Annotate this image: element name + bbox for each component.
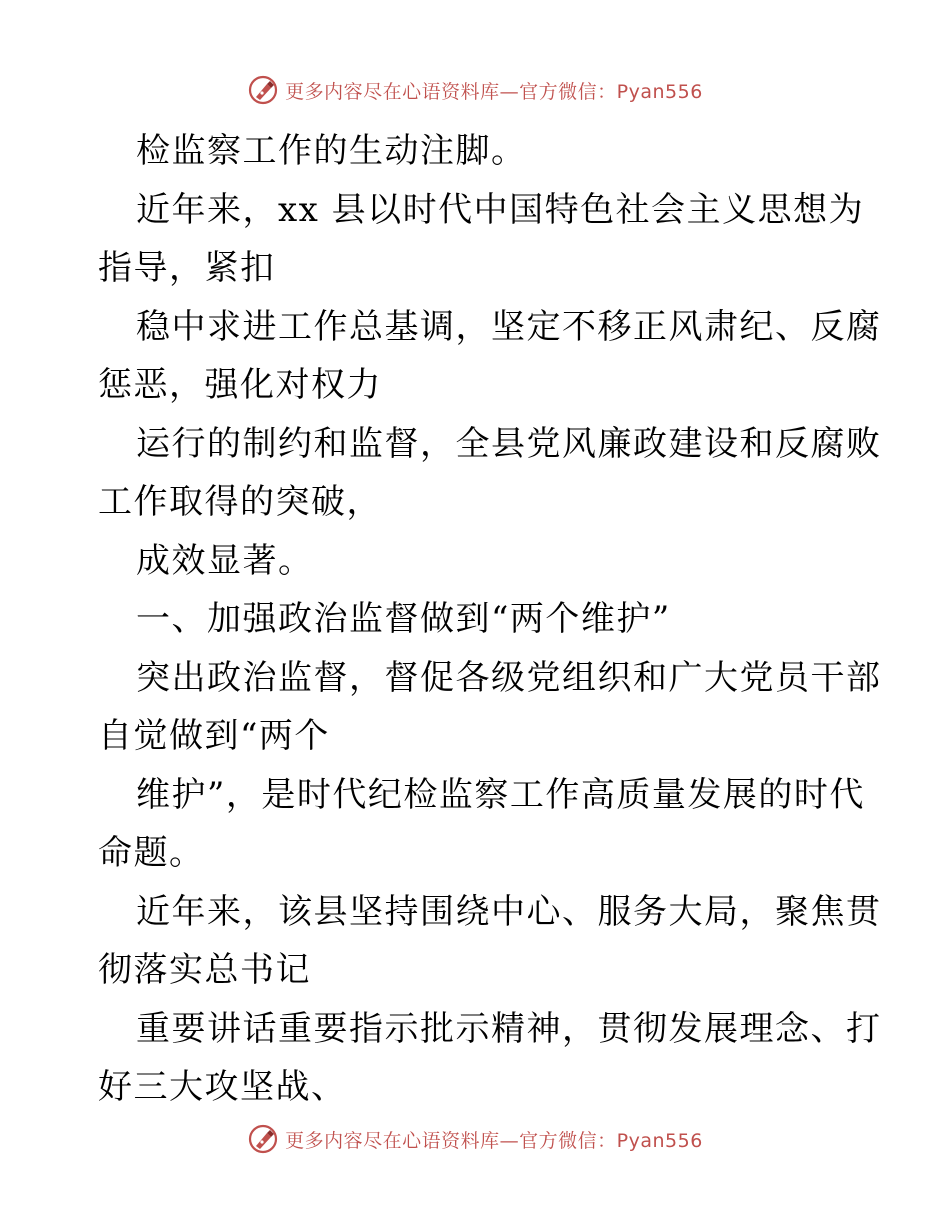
body-line: 近年来，xx 县以时代中国特色社会主义思想为	[136, 189, 865, 230]
body-line: 成效显著。	[136, 540, 314, 581]
body-line: 工作取得的突破，	[98, 482, 382, 522]
document-body	[98, 122, 882, 1117]
body-line: 一、加强政治监督做到“两个维护”	[136, 599, 671, 639]
body-line: 好三大攻坚战、	[98, 1067, 347, 1107]
body-line: 检监察工作的生动注脚。	[136, 131, 527, 171]
footer-banner	[0, 1119, 950, 1159]
body-line: 自觉做到“两个	[98, 716, 330, 756]
header-banner	[0, 70, 950, 110]
body-line: 彻落实总书记	[98, 950, 311, 990]
pen-nib-logo-icon	[247, 1123, 279, 1155]
pen-nib-logo-icon	[247, 74, 279, 106]
body-line: 指导，紧扣	[98, 248, 276, 288]
body-line: 运行的制约和监督，全县党风廉政建设和反腐败	[136, 423, 882, 464]
body-line: 重要讲话重要指示批示精神，贯彻发展理念、打	[136, 1008, 882, 1049]
body-line: 命题。	[98, 833, 205, 873]
header-banner-text: 更多内容尽在心语资料库—官方微信：Pyan556	[285, 80, 703, 103]
header-wechat-id: Pyan556	[616, 80, 703, 103]
footer-wechat-id: Pyan556	[616, 1129, 703, 1152]
body-line: 稳中求进工作总基调，坚定不移正风肃纪、反腐	[136, 306, 882, 347]
body-line: 近年来，该县坚持围绕中心、服务大局，聚焦贯	[136, 891, 882, 932]
body-line: 惩恶，强化对权力	[98, 365, 382, 405]
footer-banner-text: 更多内容尽在心语资料库—官方微信：Pyan556	[285, 1129, 703, 1152]
body-line: 维护”，是时代纪检监察工作高质量发展的时代	[136, 774, 865, 815]
body-line: 突出政治监督，督促各级党组织和广大党员干部	[136, 657, 882, 698]
